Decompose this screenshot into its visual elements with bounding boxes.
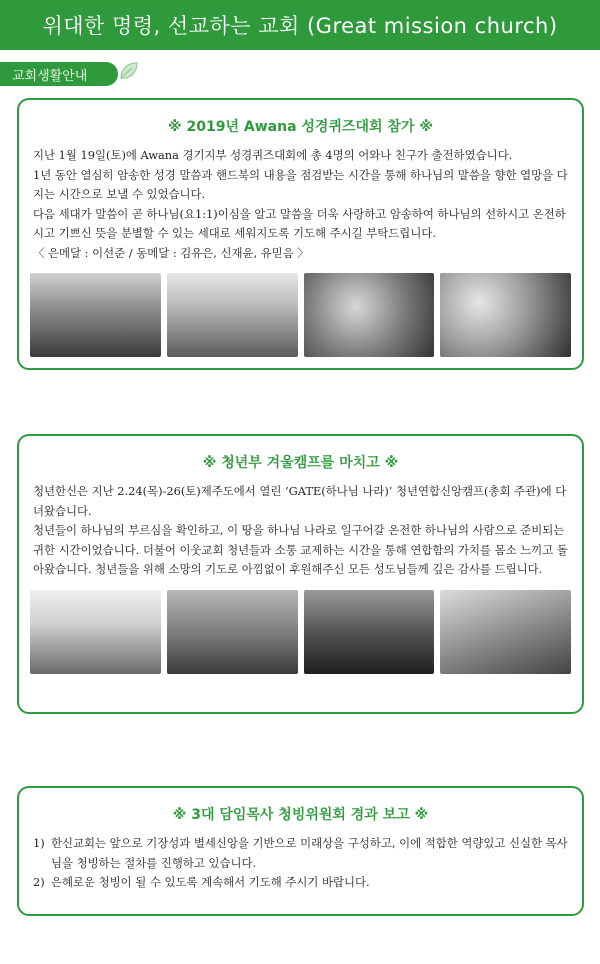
paragraph: 다음 세대가 말씀이 곧 하나님(요1:1)이심을 알고 말씀을 더욱 사랑하고 암송하여 하나님의 선하시고 온전하시고 기쁘신 뜻을 분별할 수 있는 세대로 세워지도록 기도해 주시길 부탁드립니다. <box>33 206 566 240</box>
paragraph: 1년 동안 열심히 암송한 성경 말씀과 핸드북의 내용을 점검받는 시간을 통해 하나님의 말씀을 향한 열망을 다지는 시간으로 보낼 수 있었습니다. <box>33 167 568 201</box>
paragraph: 청년한신은 지난 2.24(목)-26(토)제주도에서 열린 ‘GATE(하나님 나라)’ 청년연합신앙캠프(총회 주관)에 다녀왔습니다. <box>33 484 567 518</box>
list-number: 2) <box>33 875 45 889</box>
paragraph: 청년들이 하나님의 부르심을 확인하고, 이 땅을 하나님 나라로 일구어갈 온전한 하나님의 사람으로 준비되는 귀한 시간이었습니다. 더불어 이웃교회 청년들과 소통 교제하는 시간을 통해 연합함의 가치를 몸소 느끼고 돌아왔습니다. 청년들을 위해 소망의 기도로 아낌없이 후원해주신 모든 성도님들께 깊은 감사를 드립니다. <box>33 523 568 576</box>
list-number: 1) <box>33 836 45 850</box>
event-photo <box>440 273 571 357</box>
list-text: 은혜로운 청빙이 될 수 있도록 계속해서 기도해 주시기 바랍니다. <box>51 875 370 889</box>
section-tag <box>0 62 118 86</box>
card-title: ※ 3대 담임목사 청빙위원회 경과 보고 ※ <box>172 807 429 823</box>
list-item <box>33 834 570 873</box>
paragraph: 지난 1월 19일(토)에 Awana 경기지부 성경퀴즈대회에 총 4명의 어와나 친구가 출전하였습니다. <box>33 148 513 162</box>
event-photo <box>167 590 298 674</box>
card-awana-quiz <box>17 98 584 370</box>
photo-row <box>19 273 582 357</box>
photo-row <box>19 590 582 674</box>
event-photo <box>30 273 161 357</box>
medal-list: 〈 은메달 : 이선준 / 동메달 : 김유은, 신재윤, 유믿음 〉 <box>33 245 309 260</box>
card-title: ※ 청년부 겨울캠프를 마치고 ※ <box>202 455 399 471</box>
event-photo <box>167 273 298 357</box>
banner-title: 위대한 명령, 선교하는 교회 (Great mission church) <box>42 14 558 38</box>
leaf-icon <box>118 60 140 82</box>
event-photo <box>30 590 161 674</box>
card-title: ※ 2019년 Awana 성경퀴즈대회 참가 ※ <box>168 119 433 135</box>
list-item <box>33 873 570 893</box>
card-pastor-search <box>17 786 584 916</box>
card-youth-camp <box>17 434 584 714</box>
event-photo <box>440 590 571 674</box>
section-tag-label: 교회생활안내 <box>12 68 88 84</box>
page-banner <box>0 0 600 50</box>
event-photo <box>304 590 435 674</box>
event-photo <box>304 273 435 357</box>
list-text: 한신교회는 앞으로 기장성과 별세신앙을 기반으로 미래상을 구성하고, 이에 적합한 역량있고 신실한 목사님을 청빙하는 절차를 진행하고 있습니다. <box>51 836 568 870</box>
